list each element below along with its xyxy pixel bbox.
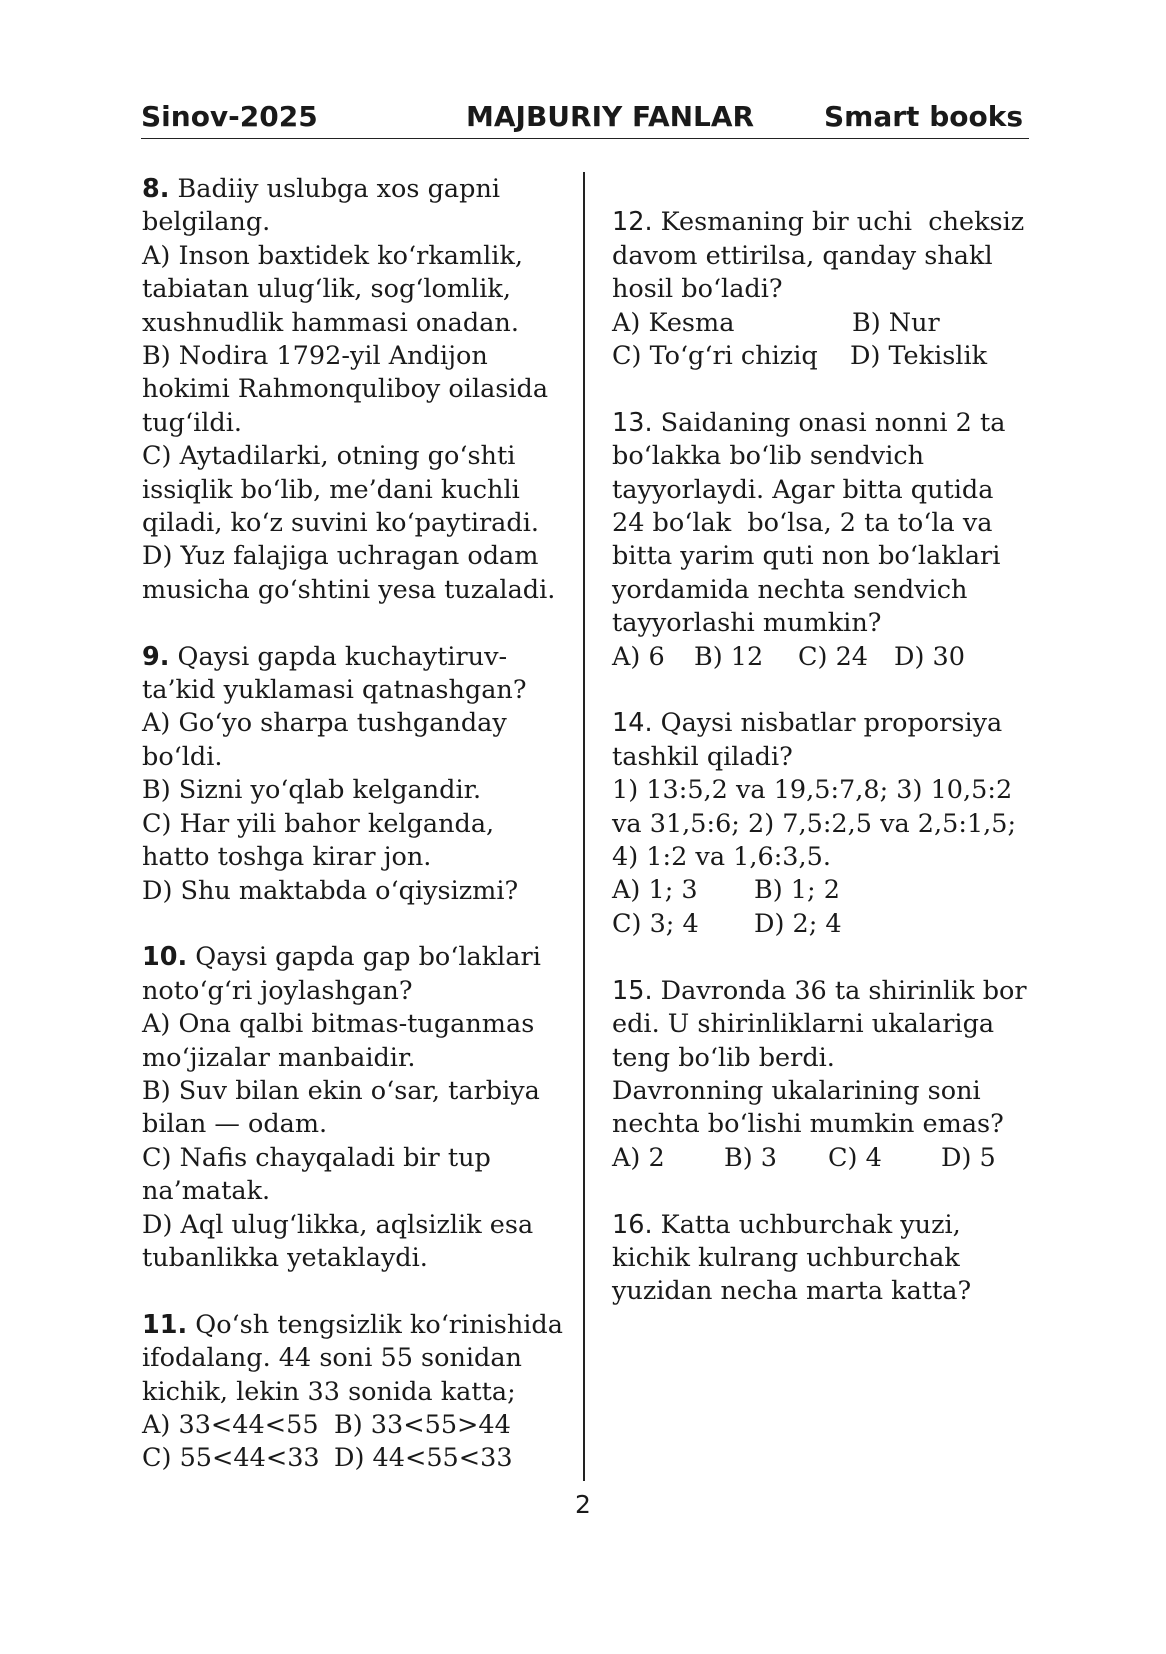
answer-option: C) 55<44<33	[142, 1443, 320, 1474]
answer-options-row	[612, 1142, 1052, 1175]
answer-option: A) 6	[612, 641, 665, 672]
question-line: mo‘jizalar manbaidir.	[142, 1042, 416, 1073]
question-stem	[612, 1209, 1052, 1242]
question-line: bo‘ldi.	[142, 741, 223, 772]
question-stem	[612, 407, 1052, 440]
answer-option: C) To‘g‘ri chiziq	[612, 341, 818, 372]
question-14	[612, 707, 1052, 941]
answer-options-row	[612, 307, 1052, 340]
question-line: edi. U shirinliklarni ukalariga	[612, 1009, 995, 1040]
question-stem	[612, 206, 1052, 239]
question-stem	[142, 173, 572, 206]
question-line: nechta bo‘lishi mumkin emas?	[612, 1109, 1004, 1140]
question-number: 14.	[612, 708, 653, 739]
answer-option: B) 33<55>44	[334, 1409, 511, 1440]
question-line: davom ettirilsa, qanday shakl	[612, 240, 993, 271]
question-line: D) Shu maktabda o‘qiysizmi?	[142, 875, 519, 906]
question-line: bo‘lakka bo‘lib sendvich	[612, 441, 925, 472]
answer-options-row	[612, 908, 1052, 941]
question-number: 10.	[142, 942, 188, 973]
question-line: A) Inson baxtidek ko‘rkamlik,	[142, 240, 524, 271]
question-line: issiqlik bo‘lib, me’dani kuchli	[142, 474, 520, 505]
question-line: C) Aytadilarki, otning go‘shti	[142, 441, 516, 472]
question-line: C) Nafis chayqaladi bir tup	[142, 1142, 491, 1173]
question-line: yuzidan necha marta katta?	[612, 1276, 972, 1307]
answer-options-row	[142, 1409, 572, 1442]
question-line: hokimi Rahmonquliboy oilasida	[142, 374, 549, 405]
question-line: C) Har yili bahor kelganda,	[142, 808, 495, 839]
question-12	[612, 206, 1052, 373]
answer-option: D) 2; 4	[754, 908, 842, 939]
question-line: qiladi, ko‘z suvini ko‘paytiradi.	[142, 508, 539, 539]
answer-option: D) 5	[941, 1142, 996, 1173]
header-left: Sinov-2025	[141, 100, 318, 133]
question-line: 1) 13:5,2 va 19,5:7,8; 3) 10,5:2	[612, 775, 1013, 806]
question-line: yordamida nechta sendvich	[612, 574, 968, 605]
question-text: Kesmaning bir uchi cheksiz	[652, 207, 1025, 238]
question-stem	[142, 641, 572, 674]
answer-option: C) 24	[798, 641, 869, 672]
question-line: A) Go‘yo sharpa tushganday	[142, 708, 507, 739]
question-stem	[612, 707, 1052, 740]
answer-option: D) 30	[894, 641, 965, 672]
question-line: 4) 1:2 va 1,6:3,5.	[612, 842, 831, 873]
question-line: bitta yarim quti non bo‘laklari	[612, 541, 1001, 572]
question-13	[612, 407, 1052, 674]
question-number: 9.	[142, 641, 170, 672]
question-number: 13.	[612, 407, 653, 438]
question-text: Davronda 36 ta shirinlik bor	[652, 975, 1027, 1006]
answer-option: A) 2	[612, 1142, 665, 1173]
question-line: teng bo‘lib berdi.	[612, 1042, 835, 1073]
question-number: 16.	[612, 1209, 653, 1240]
question-number: 12.	[612, 207, 653, 238]
question-line: tubanlikka yetaklaydi.	[142, 1242, 428, 1273]
question-line: va 31,5:6; 2) 7,5:2,5 va 2,5:1,5;	[612, 808, 1017, 839]
question-stem	[142, 1309, 572, 1342]
left-column	[142, 173, 572, 1509]
question-line: D) Yuz falajiga uchragan odam	[142, 541, 539, 572]
question-line: belgilang.	[142, 207, 271, 238]
question-number: 8.	[142, 174, 170, 204]
answer-option: A) 1; 3	[612, 875, 698, 906]
question-line: tabiatan ulug‘lik, sog‘lomlik,	[142, 274, 511, 305]
question-text: Qaysi nisbatlar proporsiya	[652, 708, 1003, 739]
header-title: MAJBURIY FANLAR	[466, 100, 755, 133]
answer-option: A) 33<44<55	[142, 1409, 319, 1440]
question-16	[612, 1209, 1052, 1309]
answer-option: D) 44<55<33	[334, 1443, 513, 1474]
question-text: Badiiy uslubga xos gapni	[169, 174, 501, 204]
question-line: tayyorlashi mumkin?	[612, 608, 882, 639]
question-11	[142, 1309, 572, 1476]
question-line: B) Suv bilan ekin o‘sar, tarbiya	[142, 1075, 540, 1106]
question-line: na’matak.	[142, 1176, 271, 1207]
question-text: Qaysi gapda gap bo‘laklari	[187, 942, 541, 973]
question-line: kichik kulrang uchburchak	[612, 1242, 960, 1273]
header-right: Smart books	[824, 100, 1023, 133]
answer-option: B) 12	[694, 641, 764, 672]
column-divider	[583, 172, 585, 1481]
page-header	[141, 98, 1029, 139]
question-line: noto‘g‘ri joylashgan?	[142, 975, 413, 1006]
right-column	[612, 173, 1052, 1342]
answer-option: B) Nur	[852, 307, 940, 338]
answer-option: C) 3; 4	[612, 908, 699, 939]
question-line: 24 bo‘lak bo‘lsa, 2 ta to‘la va	[612, 508, 993, 539]
question-line: tug‘ildi.	[142, 407, 242, 438]
question-line: B) Sizni yo‘qlab kelgandir.	[142, 775, 482, 806]
question-line: kichik, lekin 33 sonida katta;	[142, 1376, 516, 1407]
question-number: 11.	[142, 1309, 188, 1340]
question-line: tashkil qiladi?	[612, 741, 793, 772]
question-stem	[142, 941, 572, 974]
question-text: Qo‘sh tengsizlik ko‘rinishida	[187, 1309, 563, 1340]
answer-option: B) 1; 2	[754, 875, 840, 906]
answer-option: B) 3	[724, 1142, 778, 1173]
question-8	[142, 173, 572, 607]
question-10	[142, 941, 572, 1275]
question-line: tayyorlaydi. Agar bitta qutida	[612, 474, 994, 505]
answer-option: A) Kesma	[612, 307, 735, 338]
question-line: musicha go‘shtini yesa tuzaladi.	[142, 574, 556, 605]
answer-option: D) Tekislik	[850, 341, 988, 372]
question-line: ifodalang. 44 soni 55 sonidan	[142, 1343, 522, 1374]
question-text: Katta uchburchak yuzi,	[652, 1209, 961, 1240]
question-line: A) Ona qalbi bitmas-tuganmas	[142, 1009, 535, 1040]
answer-options-row	[612, 641, 1052, 674]
question-line: Davronning ukalarining soni	[612, 1075, 981, 1106]
answer-option: C) 4	[828, 1142, 882, 1173]
answer-options-row	[142, 1442, 572, 1475]
question-stem	[612, 975, 1052, 1008]
question-9	[142, 641, 572, 908]
question-line: xushnudlik hammasi onadan.	[142, 307, 519, 338]
question-text: Saidaning onasi nonni 2 ta	[652, 407, 1006, 438]
question-line: hosil bo‘ladi?	[612, 274, 783, 305]
question-text: Qaysi gapda kuchaytiruv-	[169, 641, 508, 672]
answer-options-row	[612, 340, 1052, 373]
question-line: D) Aql ulug‘likka, aqlsizlik esa	[142, 1209, 534, 1240]
question-line: bilan — odam.	[142, 1109, 328, 1140]
answer-options-row	[612, 874, 1052, 907]
question-line: hatto toshga kirar jon.	[142, 842, 432, 873]
question-number: 15.	[612, 975, 653, 1006]
question-line: B) Nodira 1792-yil Andijon	[142, 341, 488, 372]
question-15	[612, 975, 1052, 1175]
page-number: 2	[575, 1490, 591, 1519]
question-line: ta’kid yuklamasi qatnashgan?	[142, 675, 527, 706]
